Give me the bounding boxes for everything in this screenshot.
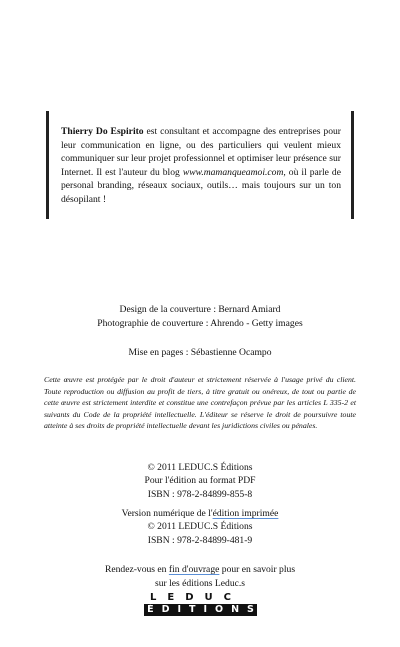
bio-text-part-2: , où il parle de personal branding, réseaux sociaux, outils… mais toujours sur un ton désopilant ! — [61, 166, 341, 205]
isbn-pdf: ISBN : 978-2-84899-855-8 — [147, 489, 253, 500]
pdf-edition-line: Pour l'édition au format PDF — [144, 475, 256, 486]
isbn-print: ISBN : 978-2-84899-481-9 — [147, 535, 253, 546]
copyright-print: © 2011 LEDUC.S Éditions — [147, 521, 253, 532]
layout-credit: Mise en pages : Sébastienne Ocampo — [128, 347, 272, 358]
cover-design-credit: Design de la couverture : Bernard Amiard — [119, 304, 281, 315]
end-of-book-link[interactable]: fin d'ouvrage — [168, 564, 220, 575]
logo-top-text: LEDUC — [150, 592, 242, 603]
bio-right-rule — [351, 111, 354, 219]
logo-bottom-text: ÉDITIONS — [147, 604, 262, 615]
copyright-notice: Cette œuvre est protégée par le droit d'auteur et strictement réservée à l'usage privé du client. Toute reproduction ou diffusion au profit de tiers, à titre gratuit ou onéreux, de tout ou partie de cette œuvre est strictement interdite et constitue une contrefaçon prévue par les articles L 335-2 et suivants du Code de la propriété intellectuelle. L'éditeur se réserve le droit de poursuivre toute atteinte à ses droits de propriété intellectuelle devant les juridictions civiles ou pénales. — [44, 375, 356, 431]
leducs-logo — [144, 592, 262, 616]
print-version-line — [0, 507, 400, 520]
more-info-line — [0, 563, 400, 576]
author-bio-box — [46, 111, 354, 219]
author-name: Thierry Do Espirito — [61, 126, 144, 137]
author-bio — [61, 125, 341, 207]
cover-photo-credit: Photographie de couverture : Ahrendo - Getty images — [97, 318, 303, 329]
publisher-line: sur les éditions Leduc.s — [154, 578, 246, 589]
more-info-prefix: Rendez-vous en — [104, 564, 169, 575]
print-edition-link[interactable]: édition imprimée — [212, 508, 279, 519]
bio-left-rule — [46, 111, 49, 219]
more-info-suffix: pour en savoir plus — [219, 564, 296, 575]
print-version-prefix: Version numérique de l' — [121, 508, 213, 519]
blog-url: www.mamanqueamoi.com — [182, 166, 284, 178]
bio-text-part-1: est consultant et accompagne des entreprises pour leur communication en ligne, ou des particuliers qui veulent mieux communiquer sur leur projet professionnel et optimiser leur présence sur Internet. Il est l'auteur du blog — [61, 126, 341, 178]
copyright-pdf: © 2011 LEDUC.S Éditions — [147, 462, 253, 473]
